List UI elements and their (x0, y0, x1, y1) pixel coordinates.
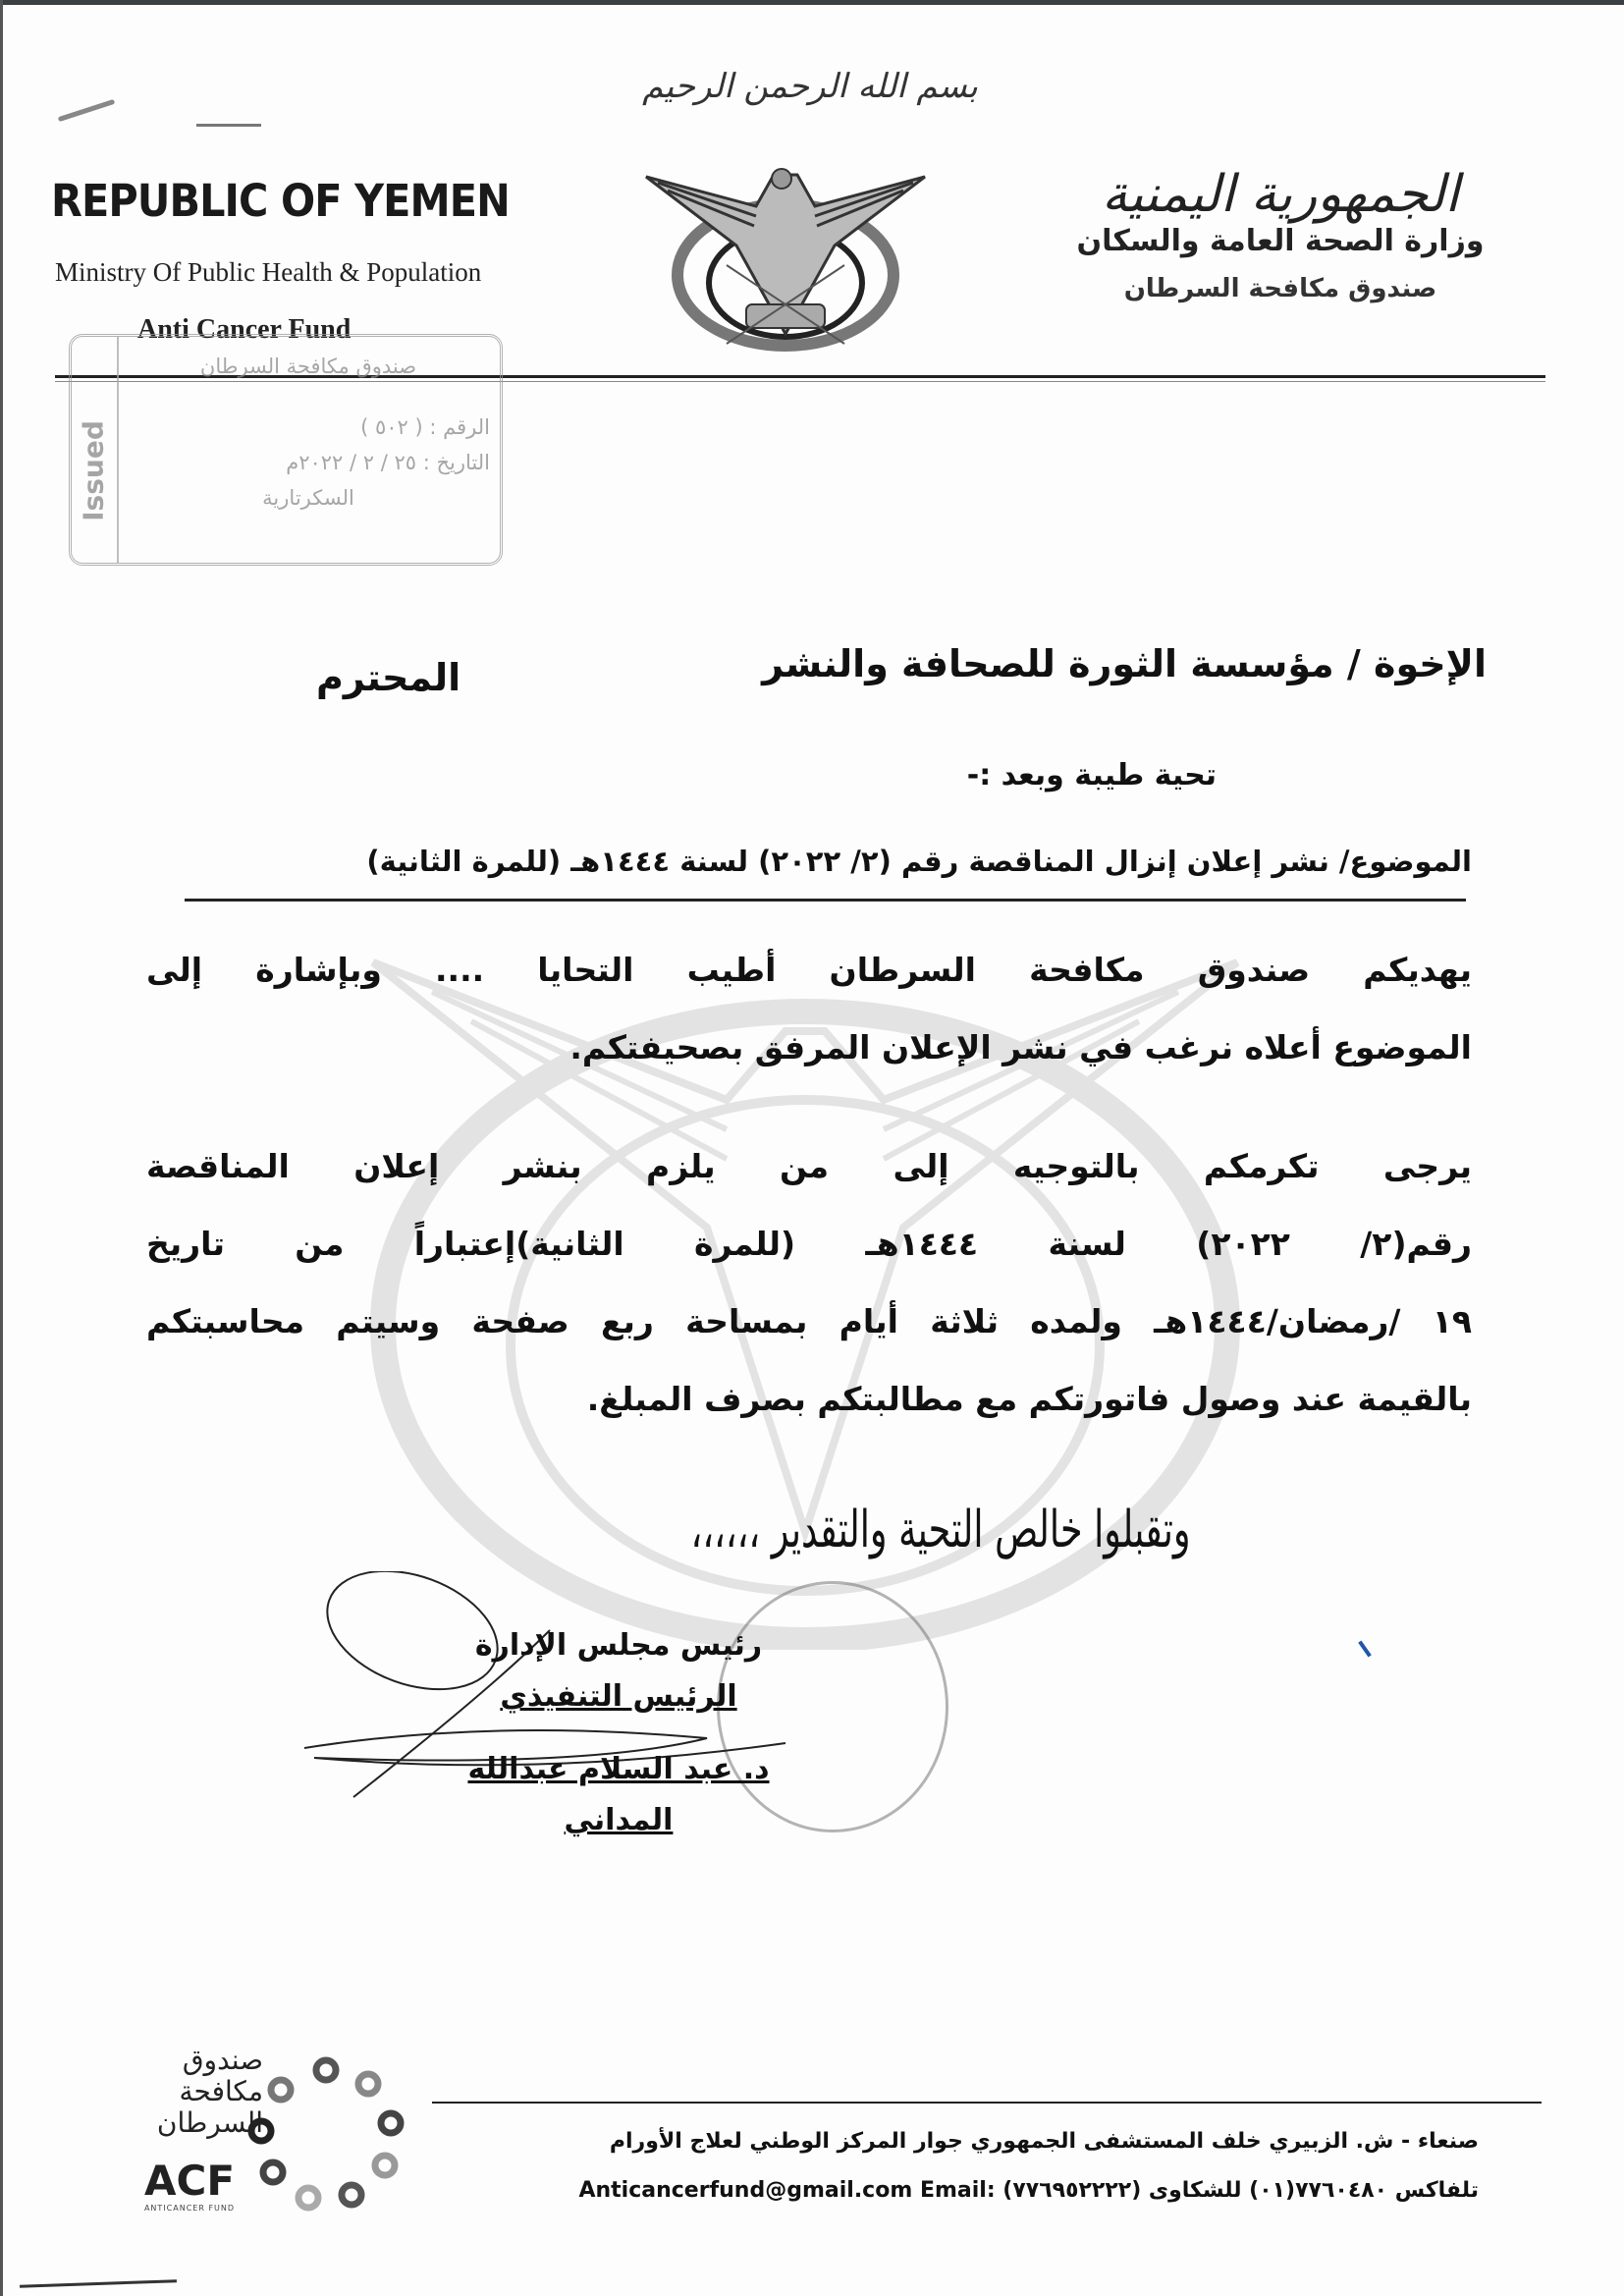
footer-address: صنعاء - ش. الزبيري خلف المستشفى الجمهوري جوار المركز الوطني لعلاج الأورام (609, 2129, 1479, 2154)
scan-left-edge (0, 0, 3, 2296)
paragraph-line: ١٩ /رمضان/١٤٤٤هـ ولمده ثلاثة أيام بمساحة ربع صفحة وسيتم محاسبتكم (146, 1302, 1472, 1340)
fund-name-en: Anti Cancer Fund (137, 314, 352, 345)
stamp-org: صندوق مكافحة السرطان (199, 355, 417, 378)
stamp-ref-row (127, 410, 490, 445)
signatory-name: د. عبد السلام عبدالله المداني (467, 1752, 770, 1837)
greeting: تحية طيبة وبعد :- (966, 758, 1217, 793)
stamp-ref-label: الرقم : (429, 415, 490, 439)
closing-phrase: وتقبلوا خالص التحية والتقدير ،،،،،، (690, 1501, 1191, 1559)
signatory-block (432, 1620, 805, 1846)
pen-mark (58, 99, 116, 122)
paragraph-1 (146, 931, 1472, 1086)
acf-logo-abbr: ACF (143, 2157, 236, 2205)
stamp-ref-value: ( ٥٠٢ ) (360, 415, 423, 439)
basmala: بسم الله الرحمن الرحيم (642, 67, 978, 106)
paragraph-2 (146, 1127, 1472, 1438)
yemen-eagle-emblem-icon (638, 157, 933, 354)
paragraph-line: بالقيمة عند وصول فاتورتكم مع مطالبتكم بصرف المبلغ. (586, 1380, 1472, 1418)
acf-logo-line: السرطان (156, 2106, 263, 2139)
acf-logo-line: مكافحة (179, 2075, 263, 2107)
paragraph-line: يرجى تكرمكم بالتوجيه إلى من يلزم بنشر إعلان المناقصة (146, 1147, 1472, 1185)
acf-logo-text (116, 2045, 263, 2139)
pen-mark (196, 124, 261, 127)
footer-divider (432, 2102, 1542, 2104)
country-name-ar: الجمهورية اليمنية (1101, 165, 1460, 224)
stamp-issued-label: Issued (77, 420, 110, 521)
footer-email-label: Email: (919, 2178, 996, 2203)
paragraph-line: الموضوع أعلاه نرغب في نشر الإعلان المرفق بصحيفتكم. (569, 1028, 1472, 1066)
footer-fax: تلفاكس ٧٧٦٠٤٨٠(٠١) (1249, 2178, 1479, 2203)
scan-top-edge (0, 0, 1624, 5)
stamp-footer: السكرتارية (262, 486, 354, 510)
paragraph-line: يهديكم صندوق مكافحة السرطان أطيب التحايا .... وبإشارة إلى (146, 951, 1472, 989)
stamp-side-panel (72, 337, 119, 563)
acf-logo-subtitle: ANTICANCER FUND (143, 2204, 236, 2213)
subject-line: الموضوع/ نشر إعلان إنزال المناقصة رقم (٢/ ٢٠٢٢) لسنة ١٤٤٤هـ (للمرة الثانية) (366, 845, 1472, 878)
recipient: الإخوة / مؤسسة الثورة للصحافة والنشر (762, 642, 1487, 685)
salutation-suffix: المحترم (316, 656, 461, 699)
stamp-date-row (127, 445, 490, 480)
ministry-name-en: Ministry Of Public Health & Population (55, 257, 482, 287)
pen-mark (1358, 1640, 1372, 1657)
stamp-date-label: التاريخ : (422, 451, 490, 474)
arabic-letterhead (1025, 165, 1536, 303)
pen-mark (20, 2279, 177, 2288)
signatory-title-1: رئيس مجلس الإدارة (474, 1628, 763, 1663)
footer-email[interactable]: Anticancerfund@gmail.com (578, 2178, 913, 2203)
paragraph-line: رقم(٢/ ٢٠٢٢) لسنة ١٤٤٤هـ (للمرة الثانية)إعتباراً من تاريخ (146, 1225, 1473, 1263)
signatory-title-2: الرئيس التنفيذي (500, 1679, 737, 1714)
ministry-name-ar: وزارة الصحة العامة والسكان (1076, 224, 1485, 258)
footer-contact (578, 2178, 1479, 2203)
issued-stamp (69, 334, 503, 566)
acf-logo-line: صندوق (182, 2044, 263, 2076)
footer-complaints: للشكاوى (٧٧٦٩٥٢٢٢٢) (1002, 2178, 1242, 2203)
country-name-en: REPUBLIC OF YEMEN (51, 175, 510, 227)
acf-ribbon-ring-icon (245, 2052, 407, 2214)
subject-underline (185, 899, 1466, 902)
stamp-content (127, 349, 490, 516)
stamp-date-value: ٢٥ / ٢ / ٢٠٢٢م (286, 451, 417, 474)
fund-name-ar: صندوق مكافحة السرطان (1123, 274, 1437, 303)
